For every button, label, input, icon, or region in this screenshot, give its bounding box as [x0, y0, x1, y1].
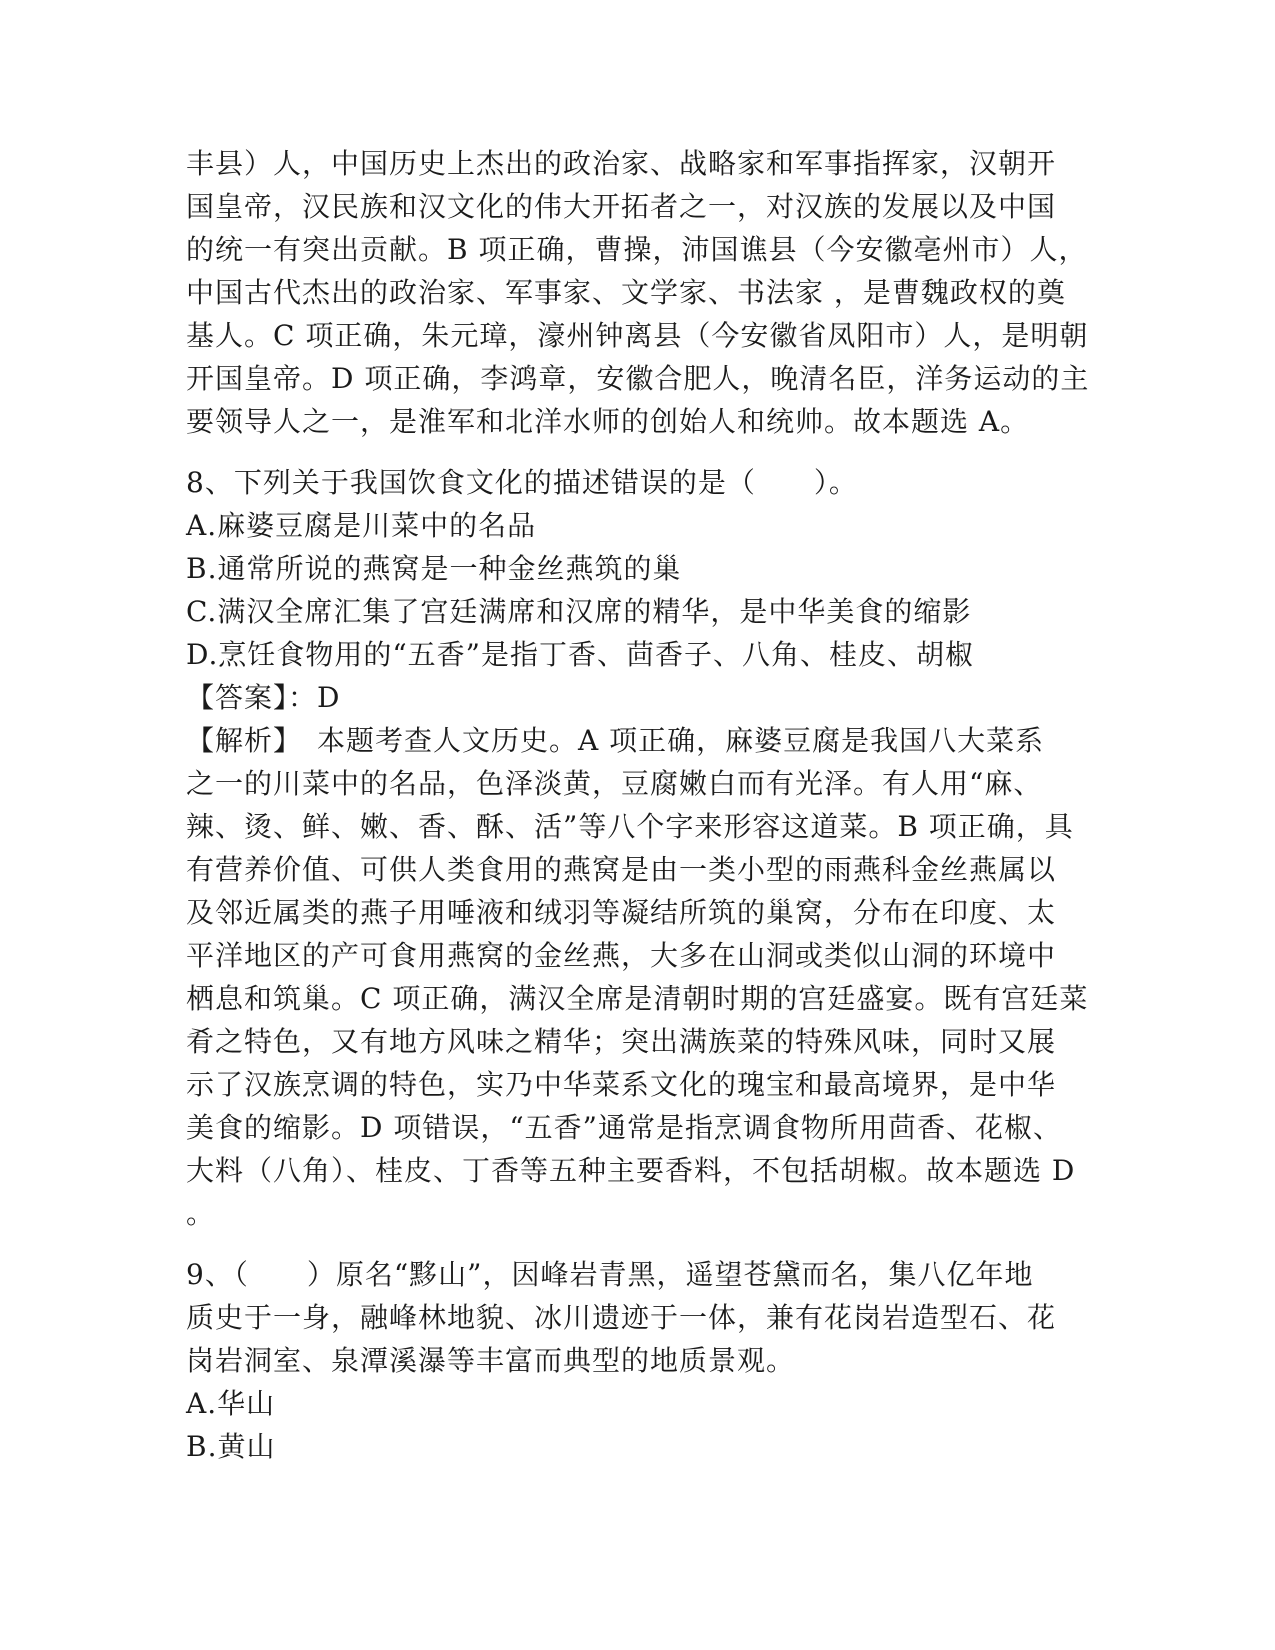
explanation-line: 肴之特色，又有地方风味之精华；突出满族菜的特殊风味，同时又展: [186, 1025, 1057, 1058]
explanation-line: 示了汉族烹调的特色，实乃中华菜系文化的瑰宝和最高境界，是中华: [186, 1068, 1057, 1101]
explanation-line: 及邻近属类的燕子用唾液和绒羽等凝结所筑的巢窝，分布在印度、太: [186, 896, 1057, 929]
question-stem: 8、下列关于我国饮食文化的描述错误的是（ ）。: [186, 466, 858, 499]
explanation-line: 大料（八角）、桂皮、丁香等五种主要香料，不包括胡椒。故本题选 D: [186, 1154, 1076, 1187]
answer-label: 【答案】：D: [186, 681, 341, 714]
spacer: [186, 443, 1086, 461]
text-line: 开国皇帝。D 项正确，李鸿章，安徽合肥人，晚清名臣，洋务运动的主: [186, 362, 1090, 395]
spacer: [186, 1235, 1086, 1253]
text-line: 丰县）人，中国历史上杰出的政治家、战略家和军事指挥家，汉朝开: [186, 147, 1057, 180]
explanation-line: 。: [186, 1197, 216, 1230]
explanation-line: 之一的川菜中的名品，色泽淡黄，豆腐嫩白而有光泽。有人用“麻、: [186, 767, 1043, 800]
option-b: B.黄山: [186, 1430, 276, 1463]
question-9: [186, 1253, 1086, 1468]
text-line: 要领导人之一，是淮军和北洋水师的创始人和统帅。故本题选 A。: [186, 405, 1030, 438]
option-d: D.烹饪食物用的“五香”是指丁香、茴香子、八角、桂皮、胡椒: [186, 638, 974, 671]
text-line: 基人。C 项正确，朱元璋，濠州钟离县（今安徽省凤阳市）人，是明朝: [186, 319, 1089, 352]
text-line: 国皇帝，汉民族和汉文化的伟大开拓者之一，对汉族的发展以及中国: [186, 190, 1057, 223]
explanation-line: 栖息和筑巢。C 项正确，满汉全席是清朝时期的宫廷盛宴。既有宫廷菜: [186, 982, 1089, 1015]
text-line: 的统一有突出贡献。B 项正确，曹操，沛国谯县（今安徽亳州市）人，: [186, 233, 1088, 266]
explanation-7-tail: [186, 142, 1090, 443]
question-stem: 9、（ ）原名“黟山”，因峰岩青黑，遥望苍黛而名，集八亿年地: [186, 1258, 1034, 1291]
explanation-line: 【解析】 本题考查人文历史。A 项正确，麻婆豆腐是我国八大菜系: [186, 724, 1045, 757]
option-c: C.满汉全席汇集了宫廷满席和汉席的精华，是中华美食的缩影: [186, 595, 972, 628]
explanation-line: 辣、烫、鲜、嫩、香、酥、活”等八个字来形容这道菜。B 项正确，具: [186, 810, 1074, 843]
text-line: 中国古代杰出的政治家、军事家、文学家、书法家 ，是曹魏政权的奠: [186, 276, 1066, 309]
question-stem: 质史于一身，融峰林地貌、冰川遗迹于一体，兼有花岗岩造型石、花: [186, 1301, 1057, 1334]
option-b: B.通常所说的燕窝是一种金丝燕筑的巢: [186, 552, 682, 585]
explanation-line: 美食的缩影。D 项错误，“五香”通常是指烹调食物所用茴香、花椒、: [186, 1111, 1062, 1144]
option-a: A.麻婆豆腐是川菜中的名品: [186, 509, 537, 542]
option-a: A.华山: [186, 1387, 276, 1420]
document-page: [186, 142, 1090, 1468]
explanation-line: 有营养价值、可供人类食用的燕窝是由一类小型的雨燕科金丝燕属以: [186, 853, 1057, 886]
question-stem: 岗岩洞室、泉潭溪瀑等丰富而典型的地质景观。: [186, 1344, 796, 1377]
question-8: [186, 461, 1089, 1235]
explanation-line: 平洋地区的产可食用燕窝的金丝燕，大多在山洞或类似山洞的环境中: [186, 939, 1057, 972]
